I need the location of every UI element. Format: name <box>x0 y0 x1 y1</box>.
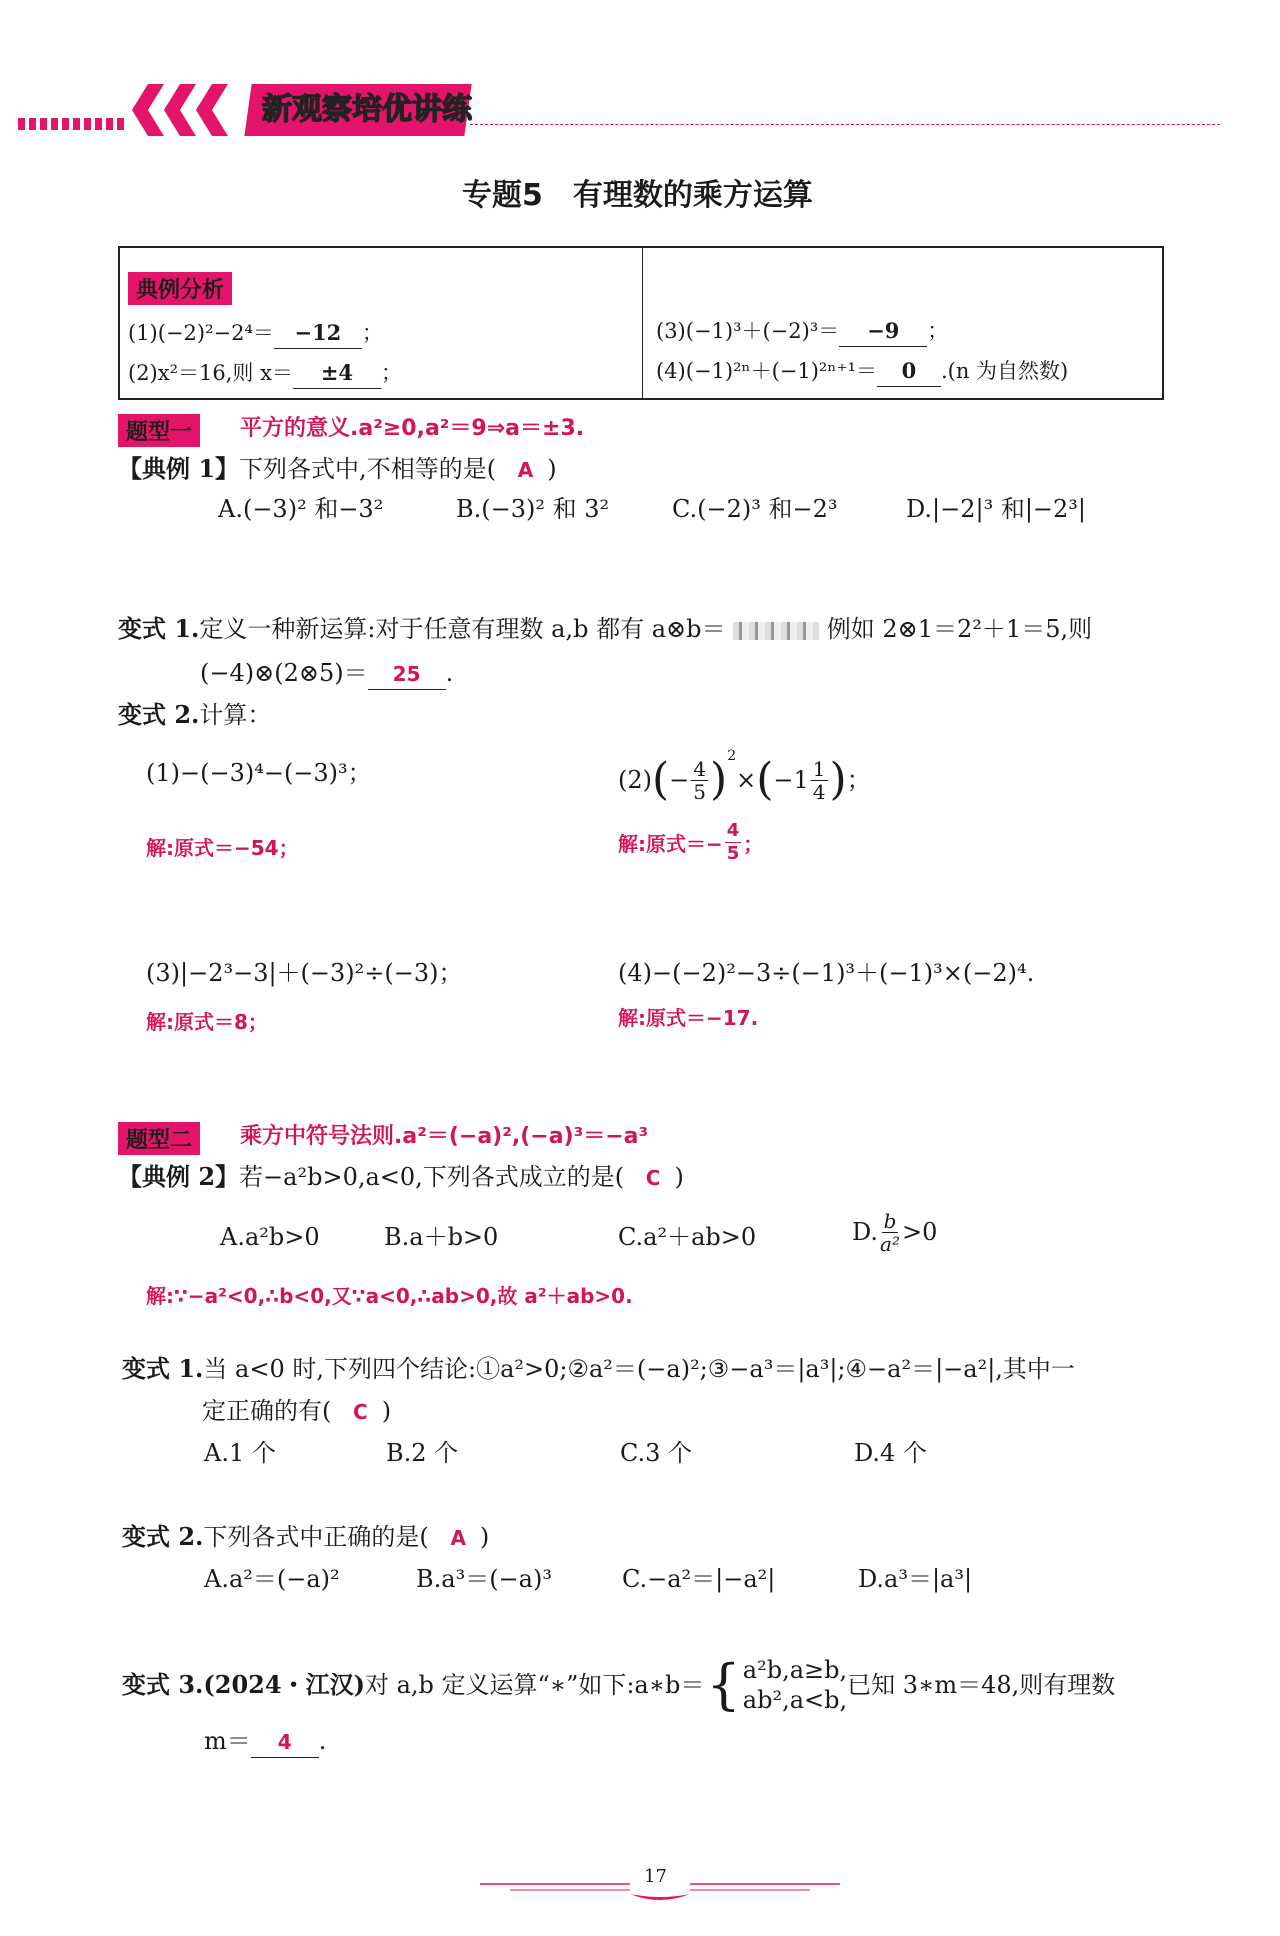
calc-solution-1: 解:原式＝−54； <box>146 836 299 860</box>
type1-variant2: 变式 2.计算： <box>118 700 272 729</box>
type2-variant2: 变式 2.下列各式中正确的是( A ) <box>122 1522 490 1551</box>
page-title: 专题5 有理数的乘方运算 <box>462 178 813 213</box>
box-q1: (1)(−2)²−2⁴＝ −12 ； <box>128 318 383 349</box>
type1-example-answer: A <box>517 458 534 482</box>
type2-variant3-answer: 4 <box>277 1730 292 1754</box>
box-q4: (4)(−1)²ⁿ＋(−1)²ⁿ⁺¹＝ 0 .(n 为自然数) <box>656 356 1068 387</box>
type1-option-d: D.|−2|³ 和|−2³| <box>906 495 1086 523</box>
type2-v1-option-a: A.1 个 <box>204 1439 276 1467</box>
type2-option-c: C.a²＋ab>0 <box>618 1223 757 1251</box>
example-box-divider <box>642 248 643 398</box>
calc-problem-2: (2) ( − $\frac{4}{5}$ ) 2 × ( −1 $\frac{1}{4}$ ) ； <box>618 748 871 805</box>
calc-problem-3: (3)|−2³−3|＋(−3)²÷(−3)； <box>146 959 463 987</box>
type1-variant1-line2: (−4)⊗(2⊗5)＝ 25 . <box>200 658 453 690</box>
example-box-label: 典例分析 <box>128 272 232 305</box>
calc-solution-4: 解:原式＝−17. <box>618 1006 759 1030</box>
case-2: ab²,a<b, <box>742 1686 848 1714</box>
box-q1-answer: −12 <box>274 318 362 349</box>
type2-solution: 解:∵−a²<0,∴b<0,又∵a<0,∴ab>0,故 a²＋ab>0. <box>146 1284 633 1308</box>
type2-variant2-answer: A <box>450 1526 466 1550</box>
header-rule <box>470 124 1220 125</box>
box-q3-answer: −9 <box>839 316 927 347</box>
type2-variant3: 变式 3. (2024・江汉) 对 a,b 定义运算“∗”如下:a∗b＝ { a²b,a≥b, ab²,a<b, 已知 3∗m＝48,则有理数 <box>122 1653 1116 1716</box>
type1-title: 平方的意义.a²≥0,a²＝9⇒a＝±3. <box>240 416 585 441</box>
type2-title: 乘方中符号法则.a²＝(−a)²,(−a)³＝−a³ <box>240 1124 649 1149</box>
type2-v1-option-c: C.3 个 <box>620 1439 693 1467</box>
calc-problem-4: (4)−(−2)²−3÷(−1)³＋(−1)³×(−2)⁴. <box>618 959 1035 987</box>
box-q2: (2)x²＝16,则 x＝ ±4 ； <box>128 358 402 389</box>
type1-option-c: C.(−2)³ 和−2³ <box>672 495 838 523</box>
type1-variant1: 变式 1.定义一种新运算:对于任意有理数 a,b 都有 a⊗b＝ 例如 2⊗1＝2²＋1＝5,则 <box>118 614 1093 643</box>
calc-solution-2: 解:原式＝− $\frac{4}{5}$ ； <box>618 820 764 864</box>
type2-tag: 题型二 <box>118 1122 200 1155</box>
calc-solution-3: 解:原式＝8； <box>146 1010 268 1034</box>
header-stripes <box>18 118 128 130</box>
type2-v2-option-b: B.a³＝(−a)³ <box>416 1565 552 1593</box>
header-chevrons <box>128 84 248 136</box>
type2-v2-option-d: D.a³＝|a³| <box>858 1565 973 1593</box>
type2-option-b: B.a＋b>0 <box>384 1223 499 1251</box>
type2-v2-option-c: C.−a²＝|−a²| <box>622 1565 776 1593</box>
type2-example: 【典例 2】若−a²b>0,a<0,下列各式成立的是( C ) <box>118 1162 684 1191</box>
box-q2-answer: ±4 <box>293 358 381 389</box>
type2-variant1-answer: C <box>353 1400 368 1424</box>
type2-variant1: 变式 1.当 a<0 时,下列四个结论:①a²>0;②a²＝(−a)²;③−a³＝|a³|;④−a²＝|−a²|,其中一 <box>122 1354 1075 1383</box>
type1-option-a: A.(−3)² 和−3² <box>218 495 384 523</box>
type1-option-b: B.(−3)² 和 3² <box>456 495 610 523</box>
redacted-mark <box>733 622 819 640</box>
box-q3: (3)(−1)³＋(−2)³＝ −9 ； <box>656 316 948 347</box>
type2-variant1-line2: 定正确的有( C ) <box>202 1397 392 1425</box>
type2-v2-option-a: A.a²＝(−a)² <box>204 1565 340 1593</box>
type2-option-d: D. $\frac{b}{\text{a²}}$ >0 <box>852 1208 938 1256</box>
type2-variant3-line2: m＝ 4 . <box>204 1726 326 1758</box>
page-number: 17 <box>644 1866 667 1887</box>
type1-tag: 题型一 <box>118 414 200 447</box>
type2-example-answer: C <box>645 1166 661 1190</box>
type2-v1-option-b: B.2 个 <box>386 1439 459 1467</box>
box-q4-answer: 0 <box>877 356 941 387</box>
calc-problem-1: (1)−(−3)⁴−(−3)³； <box>146 759 372 787</box>
type2-option-a: A.a²b>0 <box>220 1223 320 1251</box>
case-1: a²b,a≥b, <box>742 1656 848 1684</box>
type2-v1-option-d: D.4 个 <box>854 1439 927 1467</box>
type1-example: 【典例 1】下列各式中,不相等的是( A ) <box>118 454 557 483</box>
header-brand: 新观察培优讲练 <box>262 92 472 127</box>
type1-variant1-answer: 25 <box>392 662 421 686</box>
